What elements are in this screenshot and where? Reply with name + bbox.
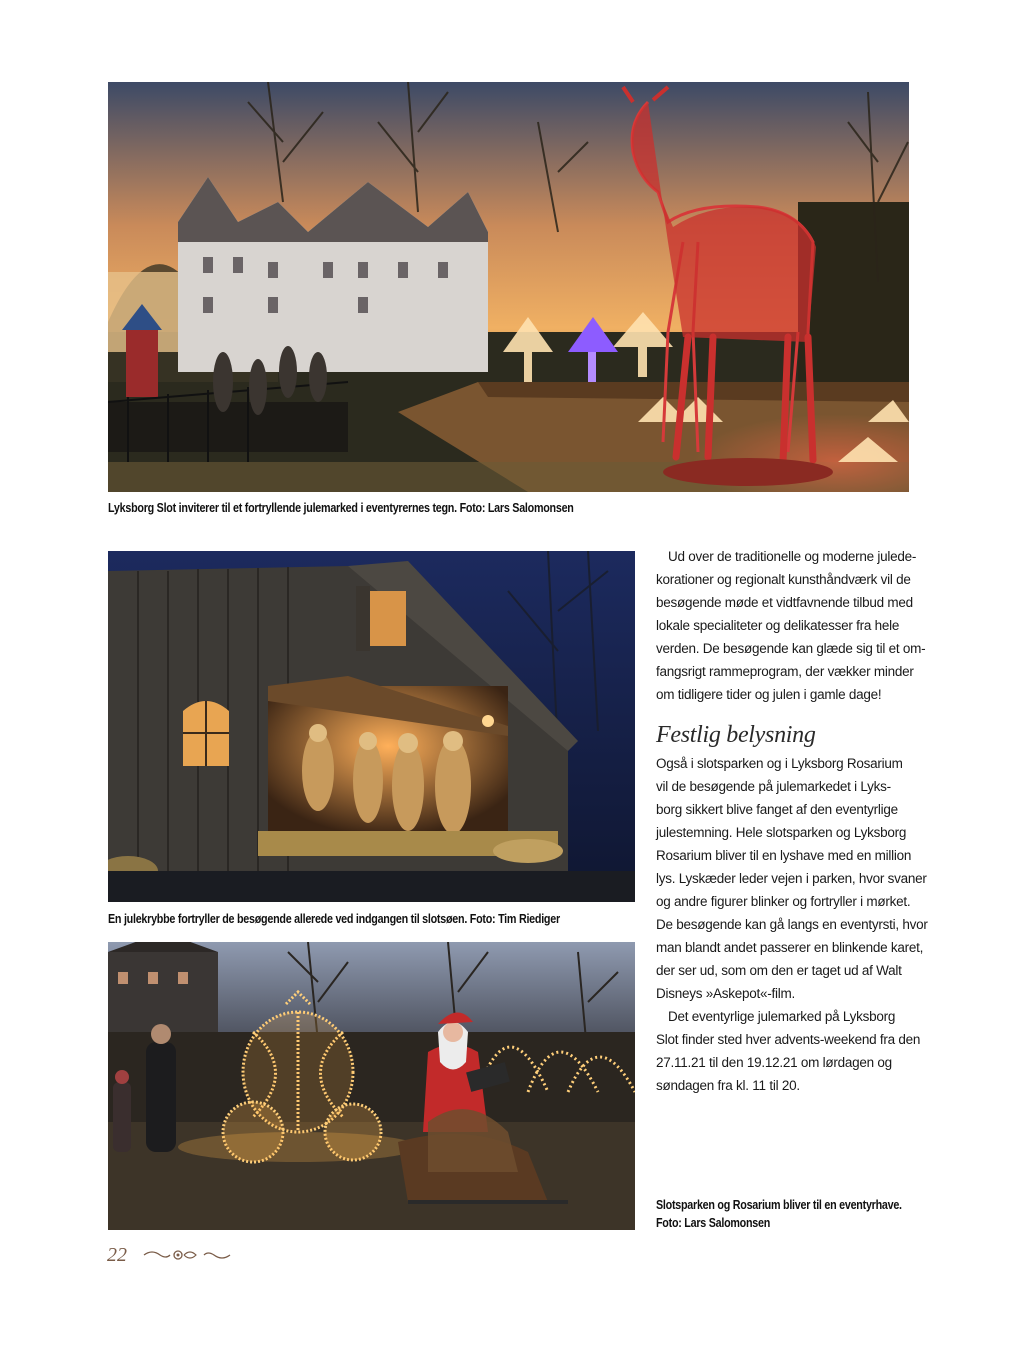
intro-line: verden. De besøgende kan glæde sig til et om-	[656, 641, 926, 656]
intro-line: besøgende møde et vidtfavnende tilbud med	[656, 595, 913, 610]
photo-castle-reindeer	[108, 82, 909, 492]
intro-line: Ud over de traditionelle og moderne julede-	[668, 549, 917, 564]
caption-top-photo: Lyksborg Slot inviterer til et fortryllende julemarked i eventyrernes tegn. Foto: Lars Salomonsen	[108, 501, 574, 515]
body-line: borg sikkert blive fanget af den eventyrlige	[656, 802, 898, 817]
article-intro	[656, 545, 936, 706]
intro-line: lokale specialiteter og delikatesser fra hele	[656, 618, 900, 633]
body-line: Slot finder sted hver advents-weekend fra den	[656, 1032, 921, 1047]
article-body	[656, 752, 936, 1097]
body-line: Også i slotsparken og i Lyksborg Rosarium	[656, 756, 903, 771]
body-line: Rosarium bliver til en lyshave med en million	[656, 848, 912, 863]
caption-bottom-photo-line2: Foto: Lars Salomonsen	[656, 1216, 771, 1230]
flourish-ornament-icon	[142, 1247, 232, 1263]
body-line: Disneys »Askepot«-film.	[656, 986, 796, 1001]
body-line: søndagen fra kl. 11 til 20.	[656, 1078, 800, 1093]
page-number: 22	[107, 1244, 127, 1266]
body-line: julestemning. Hele slotsparken og Lyksborg	[656, 825, 907, 840]
body-line: og andre figurer blinker og fortryller i mørket.	[656, 894, 911, 909]
body-line: De besøgende kan gå langs en eventyrsti, hvor	[656, 917, 928, 932]
body-line: vil de besøgende på julemarkedet i Lyks-	[656, 779, 891, 794]
body-line: Det eventyrlige julemarked på Lyksborg	[668, 1009, 896, 1024]
caption-middle-photo: En julekrybbe fortryller de besøgende allerede ved indgangen til slotsøen. Foto: Tim Riediger	[108, 912, 560, 926]
photo-nativity-barn	[108, 551, 635, 902]
body-line: man blandt andet passerer en blinkende karet,	[656, 940, 924, 955]
body-line: der ser ud, som om den er taget ud af Walt	[656, 963, 902, 978]
body-line: lys. Lyskæder leder vejen i parken, hvor svaner	[656, 871, 927, 886]
intro-line: om tidligere tider og julen i gamle dage!	[656, 687, 882, 702]
intro-line: korationer og regionalt kunsthåndværk vil de	[656, 572, 911, 587]
caption-bottom-photo-line1: Slotsparken og Rosarium bliver til en eventyrhave.	[656, 1198, 902, 1212]
intro-line: fangsrigt rammeprogram, der vækker minder	[656, 664, 914, 679]
body-line: 27.11.21 til den 19.12.21 om lørdagen og	[656, 1055, 892, 1070]
photo-park-carriage	[108, 942, 635, 1230]
section-heading: Festlig belysning	[656, 722, 816, 748]
